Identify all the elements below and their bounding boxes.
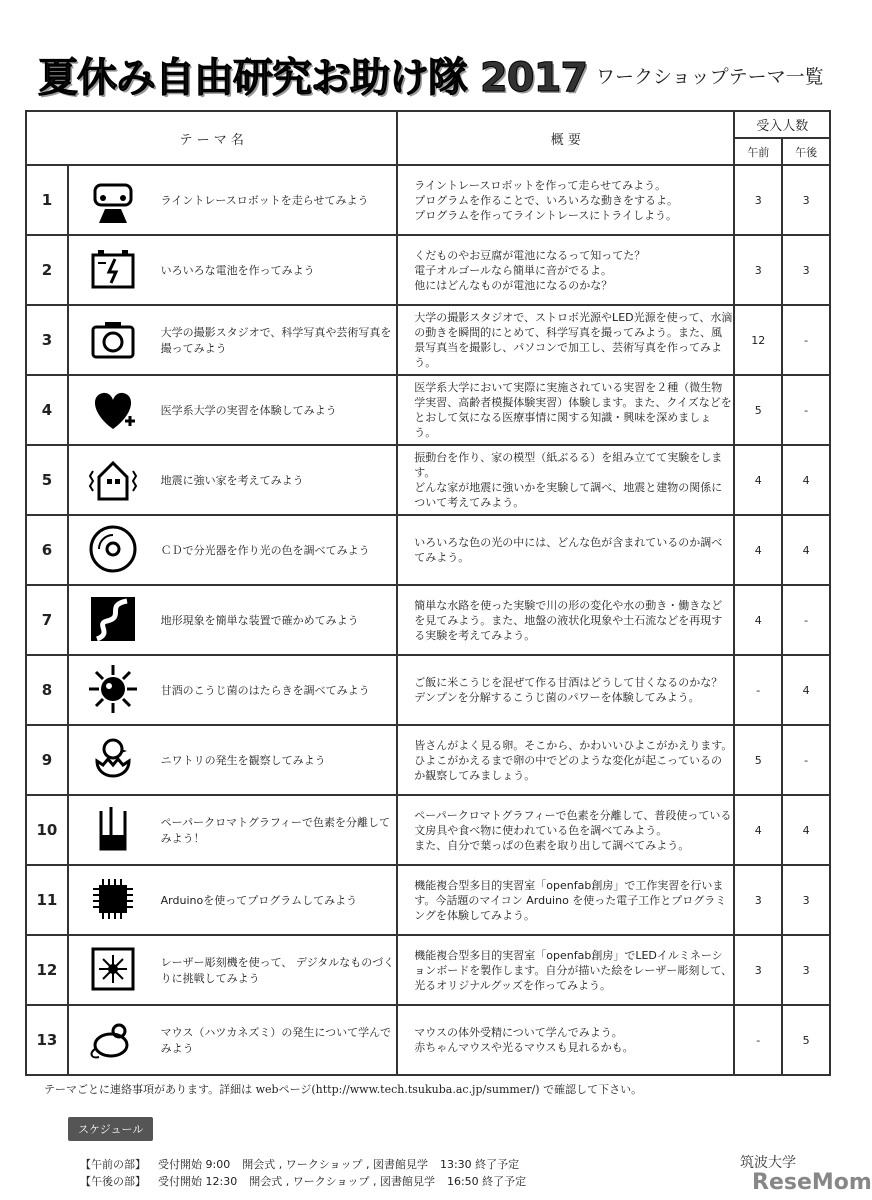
schedule	[80, 1156, 538, 1190]
row-number: 13	[26, 1005, 68, 1075]
page-title: 夏休み自由研究お助け隊 2017	[38, 55, 588, 101]
capacity-pm: -	[782, 375, 830, 445]
capacity-pm: 3	[782, 235, 830, 305]
germ-icon	[85, 661, 141, 717]
table-row	[26, 165, 830, 235]
capacity-am: 4	[734, 515, 782, 585]
capacity-am: 3	[734, 165, 782, 235]
schedule-label: スケジュール	[68, 1117, 153, 1141]
capacity-am: -	[734, 1005, 782, 1075]
cd-icon	[85, 521, 141, 577]
heart-icon	[85, 381, 141, 437]
university-logo: 筑波大学	[740, 1155, 796, 1171]
theme-summary: 機能複合型多目的実習室「openfab創房」でLEDイルミネーションボードを製作します。自分が描いた絵をレーザー彫刻して、光るオリジナルグッズを作ってみよう。	[397, 935, 734, 1005]
col-capacity: 受入人数	[734, 111, 830, 138]
capacity-am: 3	[734, 865, 782, 935]
schedule-row-pm	[80, 1173, 538, 1190]
theme-summary: 医学系大学において実際に実施されている実習を２種（微生物学実習、高齢者模擬体験実習）体験します。また、クイズなどをとおして気になる医療事情に関する知識・興味を深めましょう。	[397, 375, 734, 445]
theme-summary: ペーパークロマトグラフィーで色素を分離して、普段使っている文房具や食べ物に使われている色を調べてみよう。 また、自分で葉っぱの色素を取り出して調べてみよう。	[397, 795, 734, 865]
schedule-reception: 受付開始 12:30	[158, 1175, 238, 1188]
capacity-am: 5	[734, 375, 782, 445]
row-number: 6	[26, 515, 68, 585]
theme-name: マウス（ハツカネズミ）の発生について学んでみよう	[157, 1005, 398, 1075]
capacity-am: -	[734, 655, 782, 725]
row-number: 9	[26, 725, 68, 795]
car-icon	[85, 171, 141, 227]
capacity-pm: 4	[782, 445, 830, 515]
table-row	[26, 935, 830, 1005]
table-row	[26, 585, 830, 655]
mouse-icon	[85, 1011, 141, 1067]
capacity-pm: 4	[782, 515, 830, 585]
schedule-program: 開会式 , ワークショップ , 図書館見学	[249, 1175, 435, 1188]
table-row	[26, 725, 830, 795]
theme-name: ペーパークロマトグラフィーで色素を分離してみよう！	[157, 795, 398, 865]
schedule-reception: 受付開始 9:00	[158, 1158, 231, 1171]
theme-name: 大学の撮影スタジオで、科学写真や芸術写真を撮ってみよう	[157, 305, 398, 375]
col-summary: 概 要	[397, 111, 734, 165]
row-number: 10	[26, 795, 68, 865]
theme-summary: くだものやお豆腐が電池になるって知ってた？ 電子オルゴールなら簡単に音がでるよ。 他にはどんなものが電池になるのかな？	[397, 235, 734, 305]
theme-summary: ライントレースロボットを作って走らせてみよう。 プログラムを作ることで、いろいろな動きをするよ。 プログラムを作ってライントレースにトライしよう。	[397, 165, 734, 235]
watermark: ReseMom	[752, 1170, 872, 1195]
col-theme: テ ー マ 名	[26, 111, 397, 165]
theme-name: 医学系大学の実習を体験してみよう	[157, 375, 398, 445]
capacity-pm: 5	[782, 1005, 830, 1075]
theme-name: ＣＤで分光器を作り光の色を調べてみよう	[157, 515, 398, 585]
row-number: 2	[26, 235, 68, 305]
table-row	[26, 795, 830, 865]
capacity-am: 12	[734, 305, 782, 375]
capacity-pm: 4	[782, 655, 830, 725]
table-row	[26, 235, 830, 305]
row-number: 1	[26, 165, 68, 235]
schedule-row-am	[80, 1156, 538, 1173]
capacity-am: 5	[734, 725, 782, 795]
camera-icon	[85, 311, 141, 367]
page-subtitle: ワークショップテーマ一覧	[596, 66, 824, 88]
theme-summary: 振動台を作り、家の模型（紙ぶるる）を組み立てて実験をします。 どんな家が地震に強いかを実験して調べ、地震と建物の関係について考えてみよう。	[397, 445, 734, 515]
schedule-end: 16:50 終了予定	[446, 1175, 527, 1188]
battery-icon	[85, 241, 141, 297]
schedule-part: 【午前の部】	[80, 1158, 146, 1171]
theme-summary: いろいろな色の光の中には、どんな色が含まれているのか調べてみよう。	[397, 515, 734, 585]
table-row	[26, 305, 830, 375]
capacity-pm: 4	[782, 795, 830, 865]
chip-icon	[85, 871, 141, 927]
theme-name: 甘酒のこうじ菌のはたらきを調べてみよう	[157, 655, 398, 725]
theme-summary: 簡単な水路を使った実験で川の形の変化や水の動き・働きなどを見てみよう。また、地盤の液状化現象や土石流などを再現する実験を考えてみよう。	[397, 585, 734, 655]
capacity-am: 3	[734, 935, 782, 1005]
theme-name: ニワトリの発生を観察してみよう	[157, 725, 398, 795]
house-icon	[85, 451, 141, 507]
col-am: 午前	[734, 138, 782, 165]
capacity-am: 4	[734, 585, 782, 655]
capacity-am: 4	[734, 795, 782, 865]
table-row	[26, 655, 830, 725]
theme-name: ライントレースロボットを走らせてみよう	[157, 165, 398, 235]
row-number: 12	[26, 935, 68, 1005]
capacity-pm: 3	[782, 865, 830, 935]
beaker-icon	[85, 801, 141, 857]
theme-summary: 皆さんがよく見る卵。そこから、かわいいひよこがかえります。ひよこがかえるまで卵の中でどのような変化が起こっているのか観察してみましょう。	[397, 725, 734, 795]
row-number: 4	[26, 375, 68, 445]
row-number: 11	[26, 865, 68, 935]
theme-name: 地形現象を簡単な装置で確かめてみよう	[157, 585, 398, 655]
table-row	[26, 1005, 830, 1075]
row-number: 5	[26, 445, 68, 515]
theme-summary: マウスの体外受精について学んでみよう。 赤ちゃんマウスや光るマウスも見れるかも。	[397, 1005, 734, 1075]
river-icon	[85, 591, 141, 647]
table-row	[26, 515, 830, 585]
table-row	[26, 865, 830, 935]
capacity-pm: -	[782, 725, 830, 795]
schedule-end: 13:30 終了予定	[439, 1158, 520, 1171]
schedule-part: 【午後の部】	[80, 1175, 146, 1188]
theme-name: 地震に強い家を考えてみよう	[157, 445, 398, 515]
theme-name: Arduinoを使ってプログラムしてみよう	[157, 865, 398, 935]
laser-icon	[85, 941, 141, 997]
capacity-pm: -	[782, 305, 830, 375]
workshop-table	[25, 110, 831, 1076]
capacity-am: 3	[734, 235, 782, 305]
schedule-program: 開会式 , ワークショップ , 図書館見学	[242, 1158, 428, 1171]
capacity-pm: 3	[782, 935, 830, 1005]
row-number: 7	[26, 585, 68, 655]
capacity-am: 4	[734, 445, 782, 515]
theme-summary: 機能複合型多目的実習室「openfab創房」で工作実習を行います。今話題のマイコン Arduino を使った電子工作とプログラミングを体験してみよう。	[397, 865, 734, 935]
chick-icon	[85, 731, 141, 787]
theme-summary: ご飯に米こうじを混ぜて作る甘酒はどうして甘くなるのかな？デンプンを分解するこうじ菌のパワーを体験してみよう。	[397, 655, 734, 725]
capacity-pm: 3	[782, 165, 830, 235]
table-row	[26, 375, 830, 445]
row-number: 8	[26, 655, 68, 725]
table-row	[26, 445, 830, 515]
row-number: 3	[26, 305, 68, 375]
theme-summary: 大学の撮影スタジオで、ストロボ光源やLED光源を使って、水滴の動きを瞬間的にとめて、科学写真を撮ってみよう。また、風景写真当を撮影し、パソコンで加工し、芸術写真を作ってみよう。	[397, 305, 734, 375]
note-text: テーマごとに連絡事項があります。詳細は webページ(http://www.tech.tsukuba.ac.jp/summer/) で確認して下さい。	[44, 1083, 643, 1096]
capacity-pm: -	[782, 585, 830, 655]
theme-name: いろいろな電池を作ってみよう	[157, 235, 398, 305]
col-pm: 午後	[782, 138, 830, 165]
theme-name: レーザー彫刻機を使って、 デジタルなものづくりに挑戦してみよう	[157, 935, 398, 1005]
